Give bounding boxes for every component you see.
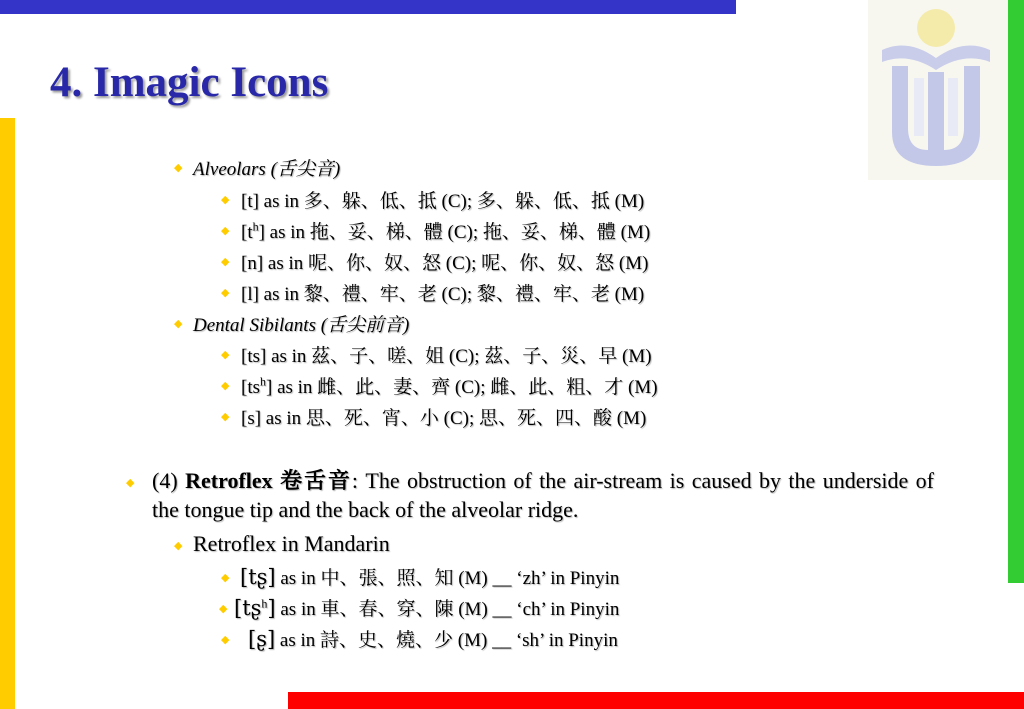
alveolar-item-text: [l] as in 黎、禮、牢、老 (C); 黎、禮、牢、老 (M) [241, 284, 645, 305]
bullet-icon: ◆ [174, 318, 183, 330]
retroflex-paragraph [152, 466, 934, 524]
sibilant-item [241, 372, 658, 399]
bullet-icon: ◆ [174, 540, 183, 552]
aspiration-mark: h [252, 219, 259, 234]
retroflex-item-text: as in 詩、史、燒、少 (M) __ ‘sh’ in Pinyin [275, 630, 618, 651]
retroflex-description: : The obstruction of the air-stream is caused by the underside of the tongue tip and the back of the alveolar ridge. [152, 468, 935, 522]
retroflex-number: (4) [152, 468, 178, 493]
ipa-symbol: [ʂ] [248, 627, 276, 651]
bullet-icon: ◆ [221, 349, 230, 361]
bullet-icon: ◆ [126, 477, 135, 489]
sibilant-item-text: ] as in 雌、此、妻、齊 (C); 雌、此、粗、才 (M) [266, 377, 658, 398]
ipa-symbol: ] [267, 596, 276, 620]
bullet-icon: ◆ [221, 194, 230, 206]
top-accent-bar [0, 0, 736, 14]
alveolar-item-text: [t] as in 多、躲、低、抵 (C); 多、躲、低、抵 (M) [241, 191, 645, 212]
bullet-icon: ◆ [221, 411, 230, 423]
bullet-icon: ◆ [221, 256, 230, 268]
alveolar-item-text: ] as in 拖、妥、梯、體 (C); 拖、妥、梯、體 (M) [258, 222, 651, 243]
bullet-icon: ◆ [221, 225, 230, 237]
alveolars-heading: Alveolars (舌尖音) [193, 159, 341, 180]
alveolar-item [241, 248, 648, 275]
slide-title: 4. Imagic Icons [50, 59, 329, 106]
alveolar-item-text: [n] as in 呢、你、奴、怒 (C); 呢、你、奴、怒 (M) [241, 253, 649, 274]
alveolar-item [241, 186, 644, 213]
retroflex-item [234, 594, 619, 621]
bullet-icon: ◆ [219, 603, 228, 615]
right-accent-bar [1008, 0, 1024, 583]
ipa-symbol: [tʂ] [240, 565, 276, 589]
retroflex-item-text: as in 中、張、照、知 (M) __ ‘zh’ in Pinyin [275, 568, 620, 589]
alveolar-item [241, 217, 650, 244]
sibilant-item [241, 403, 646, 430]
sibilant-item-text: [ts] as in 茲、子、嗟、姐 (C); 茲、子、災、早 (M) [241, 346, 652, 367]
bottom-accent-bar [288, 692, 1024, 709]
sibilant-item-text: [ts [241, 377, 260, 398]
university-logo [868, 0, 1008, 180]
sibilant-item-text: [s] as in 思、死、宵、小 (C); 思、死、四、酸 (M) [241, 408, 647, 429]
aspiration-mark: h [260, 374, 266, 389]
retroflex-item [248, 625, 618, 652]
aspiration-mark: h [261, 596, 268, 611]
bullet-icon: ◆ [221, 380, 230, 392]
alveolar-item [241, 279, 644, 306]
bullet-icon: ◆ [221, 634, 230, 646]
bullet-icon: ◆ [221, 287, 230, 299]
dental-sibilants-heading: Dental Sibilants (舌尖前音) [193, 315, 410, 336]
ipa-symbol: [tʂ [234, 596, 262, 620]
retroflex-item [240, 563, 619, 590]
retroflex-item-text: as in 車、春、穿、陳 (M) __ ‘ch’ in Pinyin [275, 599, 620, 620]
left-accent-bar [0, 118, 15, 709]
sibilant-item [241, 341, 652, 368]
retroflex-mandarin-heading: Retroflex in Mandarin [193, 531, 390, 556]
alveolar-item-text: [t [241, 222, 253, 243]
retroflex-term: Retroflex 卷舌音 [185, 468, 352, 493]
bullet-icon: ◆ [221, 572, 230, 584]
bullet-icon: ◆ [174, 162, 183, 174]
